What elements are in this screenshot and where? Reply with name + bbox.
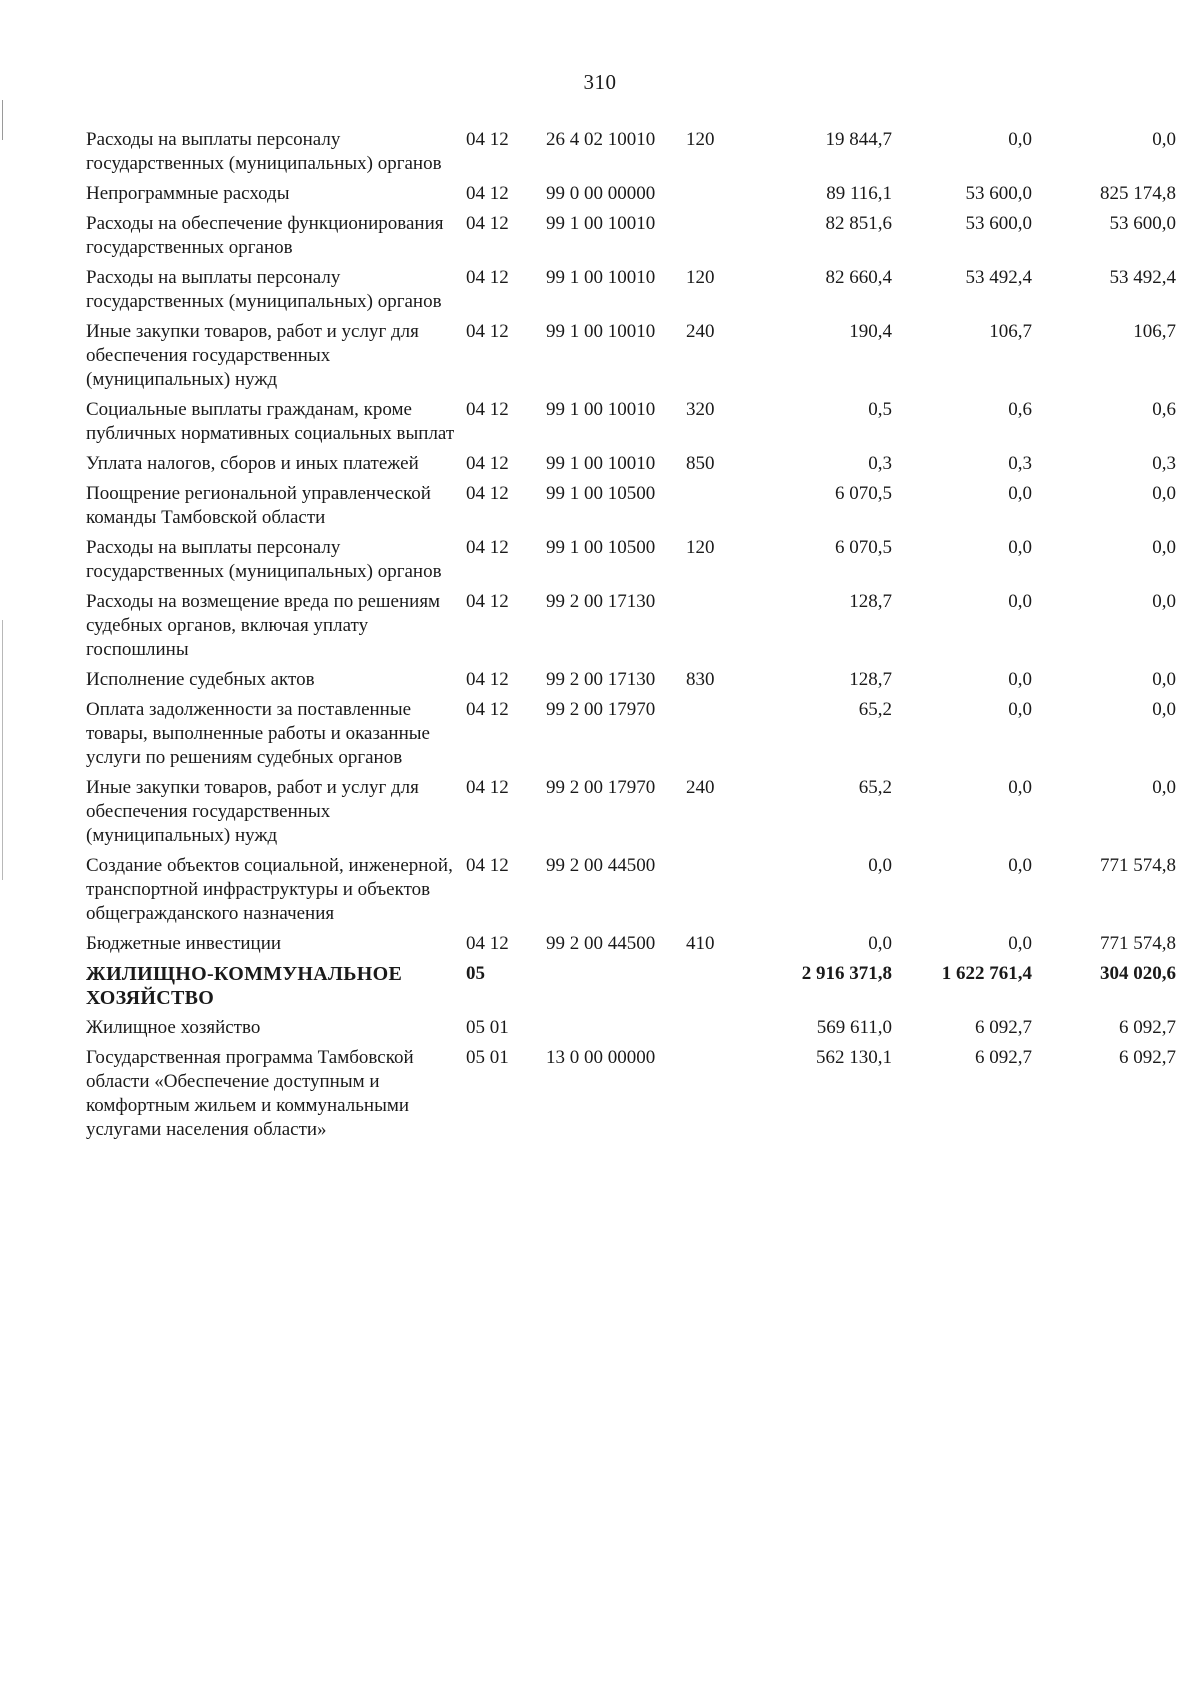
row-expense-type <box>686 590 750 662</box>
row-section: 04 12 <box>466 669 509 690</box>
row-expense-type <box>686 698 750 770</box>
row-value-3: 0,0 <box>1152 591 1176 612</box>
row-value-2: 6 092,7 <box>975 1017 1032 1038</box>
table-row <box>86 932 1176 956</box>
row-expense-type <box>686 212 750 260</box>
row-value-2: 0,0 <box>1008 855 1032 876</box>
row-expense-type: 120 <box>686 129 715 150</box>
row-section: 04 12 <box>466 399 509 420</box>
row-value-2: 0,0 <box>1008 699 1032 720</box>
row-value-1: 562 130,1 <box>816 1047 892 1068</box>
row-section: 04 12 <box>466 321 509 342</box>
row-expense-type: 830 <box>686 669 715 690</box>
row-section: 05 01 <box>466 1017 509 1038</box>
row-expense-type <box>686 482 750 530</box>
row-section: 04 12 <box>466 855 509 876</box>
row-value-1: 82 851,6 <box>825 213 892 234</box>
table-row <box>86 854 1176 926</box>
table-row <box>86 266 1176 314</box>
row-value-2: 53 600,0 <box>965 183 1032 204</box>
table-row <box>86 590 1176 662</box>
row-value-1: 2 916 371,8 <box>801 963 892 984</box>
row-target-code: 99 2 00 17130 <box>546 591 656 612</box>
row-target-code: 99 2 00 44500 <box>546 855 656 876</box>
row-name: Бюджетные инвестиции <box>86 933 282 954</box>
row-value-1: 6 070,5 <box>835 537 892 558</box>
row-value-2: 53 492,4 <box>965 267 1032 288</box>
row-name: Непрограммные расходы <box>86 183 290 204</box>
table-row <box>86 1016 1176 1040</box>
scan-artifact <box>2 620 3 880</box>
row-section: 05 01 <box>466 1047 509 1068</box>
budget-table <box>86 128 1176 1148</box>
row-name: Уплата налогов, сборов и иных платежей <box>86 453 419 474</box>
row-target-code: 99 1 00 10500 <box>546 537 656 558</box>
row-name: Социальные выплаты гражданам, кроме публичных нормативных социальных выплат <box>86 399 455 444</box>
row-expense-type <box>686 182 750 206</box>
row-expense-type <box>686 854 750 926</box>
row-name: Создание объектов социальной, инженерной, транспортной инфраструктуры и объектов общегражданского назначения <box>86 855 453 924</box>
page-number: 310 <box>583 70 617 94</box>
row-section: 04 12 <box>466 129 509 150</box>
row-value-2: 0,0 <box>1008 669 1032 690</box>
row-target-code: 99 2 00 17970 <box>546 777 656 798</box>
row-name: Государственная программа Тамбовской области «Обеспечение доступным и комфортным жильем и коммунальными услугами населения области» <box>86 1047 414 1140</box>
row-expense-type: 120 <box>686 267 715 288</box>
row-value-3: 0,0 <box>1152 699 1176 720</box>
table-row <box>86 1046 1176 1142</box>
row-value-2: 0,0 <box>1008 483 1032 504</box>
row-value-2: 0,6 <box>1008 399 1032 420</box>
row-value-3: 0,0 <box>1152 129 1176 150</box>
row-section: 04 12 <box>466 591 509 612</box>
row-value-1: 89 116,1 <box>826 183 892 204</box>
row-target-code: 13 0 00 00000 <box>546 1047 656 1068</box>
row-section: 04 12 <box>466 267 509 288</box>
row-expense-type: 320 <box>686 399 715 420</box>
table-row <box>86 668 1176 692</box>
row-section: 04 12 <box>466 183 509 204</box>
row-value-3: 6 092,7 <box>1119 1017 1176 1038</box>
row-value-2: 0,3 <box>1008 453 1032 474</box>
table-row <box>86 398 1176 446</box>
row-name: Исполнение судебных актов <box>86 669 315 690</box>
row-expense-type: 120 <box>686 537 715 558</box>
row-target-code <box>546 1016 686 1040</box>
row-expense-type <box>686 962 750 1010</box>
table-row <box>86 452 1176 476</box>
row-value-2: 0,0 <box>1008 129 1032 150</box>
row-expense-type <box>686 1046 750 1142</box>
table-row <box>86 482 1176 530</box>
row-section: 04 12 <box>466 213 509 234</box>
row-target-code: 99 2 00 17970 <box>546 699 656 720</box>
row-section: 04 12 <box>466 777 509 798</box>
row-value-2: 0,0 <box>1008 591 1032 612</box>
row-value-3: 771 574,8 <box>1100 855 1176 876</box>
scan-artifact <box>2 100 3 140</box>
row-value-1: 0,5 <box>868 399 892 420</box>
row-value-1: 19 844,7 <box>825 129 892 150</box>
row-name: Иные закупки товаров, работ и услуг для обеспечения государственных (муниципальных) нужд <box>86 321 419 390</box>
row-value-1: 569 611,0 <box>816 1017 892 1038</box>
row-target-code: 99 1 00 10010 <box>546 453 656 474</box>
row-name: Расходы на выплаты персоналу государственных (муниципальных) органов <box>86 267 442 312</box>
row-value-1: 128,7 <box>849 669 892 690</box>
row-expense-type: 240 <box>686 777 715 798</box>
row-name: Расходы на выплаты персоналу государственных (муниципальных) органов <box>86 537 442 582</box>
row-value-3: 0,0 <box>1152 669 1176 690</box>
row-name: Иные закупки товаров, работ и услуг для обеспечения государственных (муниципальных) нужд <box>86 777 419 846</box>
row-value-3: 0,6 <box>1152 399 1176 420</box>
row-target-code: 99 1 00 10500 <box>546 483 656 504</box>
row-value-1: 128,7 <box>849 591 892 612</box>
row-value-1: 82 660,4 <box>825 267 892 288</box>
row-name: Поощрение региональной управленческой команды Тамбовской области <box>86 483 431 528</box>
row-value-3: 53 492,4 <box>1109 267 1176 288</box>
table-row <box>86 698 1176 770</box>
table-row <box>86 212 1176 260</box>
row-expense-type: 410 <box>686 933 715 954</box>
row-section: 04 12 <box>466 933 509 954</box>
row-target-code: 99 1 00 10010 <box>546 321 656 342</box>
row-name: Оплата задолженности за поставленные товары, выполненные работы и оказанные услуги по решениям судебных органов <box>86 699 430 768</box>
table-row <box>86 536 1176 584</box>
row-target-code: 99 1 00 10010 <box>546 267 656 288</box>
row-section: 04 12 <box>466 483 509 504</box>
row-value-1: 65,2 <box>858 777 892 798</box>
row-value-2: 53 600,0 <box>965 213 1032 234</box>
row-value-3: 0,0 <box>1152 537 1176 558</box>
row-value-3: 106,7 <box>1133 321 1176 342</box>
row-name: Расходы на возмещение вреда по решениям судебных органов, включая уплату госпошлины <box>86 591 441 660</box>
row-section: 05 <box>466 963 485 984</box>
row-value-1: 6 070,5 <box>835 483 892 504</box>
row-target-code: 99 0 00 00000 <box>546 183 656 204</box>
row-target-code: 99 1 00 10010 <box>546 399 656 420</box>
row-section: 04 12 <box>466 537 509 558</box>
row-value-1: 0,0 <box>868 933 892 954</box>
row-value-2: 0,0 <box>1008 777 1032 798</box>
row-expense-type: 850 <box>686 453 715 474</box>
row-target-code: 26 4 02 10010 <box>546 129 656 150</box>
row-target-code: 99 1 00 10010 <box>546 213 656 234</box>
row-value-3: 771 574,8 <box>1100 933 1176 954</box>
row-value-3: 825 174,8 <box>1100 183 1176 204</box>
row-value-2: 1 622 761,4 <box>941 963 1032 984</box>
table-row <box>86 182 1176 206</box>
row-value-3: 53 600,0 <box>1109 213 1176 234</box>
table-section-row <box>86 962 1176 1010</box>
row-target-code: 99 2 00 17130 <box>546 669 656 690</box>
row-name: Расходы на выплаты персоналу государственных (муниципальных) органов <box>86 129 442 174</box>
table-row <box>86 320 1176 392</box>
row-value-1: 190,4 <box>849 321 892 342</box>
row-name: Расходы на обеспечение функционирования государственных органов <box>86 213 444 258</box>
row-target-code: 99 2 00 44500 <box>546 933 656 954</box>
row-value-3: 304 020,6 <box>1100 963 1176 984</box>
row-value-3: 0,3 <box>1152 453 1176 474</box>
row-target-code <box>546 962 686 1010</box>
row-section: 04 12 <box>466 699 509 720</box>
row-value-2: 0,0 <box>1008 933 1032 954</box>
row-section: 04 12 <box>466 453 509 474</box>
row-value-2: 0,0 <box>1008 537 1032 558</box>
row-value-2: 6 092,7 <box>975 1047 1032 1068</box>
row-expense-type: 240 <box>686 321 715 342</box>
row-value-1: 65,2 <box>858 699 892 720</box>
row-value-1: 0,0 <box>868 855 892 876</box>
table-row <box>86 128 1176 176</box>
table-row <box>86 776 1176 848</box>
row-value-2: 106,7 <box>989 321 1032 342</box>
row-name: Жилищное хозяйство <box>86 1017 261 1038</box>
row-value-3: 0,0 <box>1152 483 1176 504</box>
row-value-3: 6 092,7 <box>1119 1047 1176 1068</box>
row-expense-type <box>686 1016 750 1040</box>
row-value-1: 0,3 <box>868 453 892 474</box>
row-name: ЖИЛИЩНО-КОММУНАЛЬНОЕ ХОЗЯЙСТВО <box>86 963 403 1009</box>
row-value-3: 0,0 <box>1152 777 1176 798</box>
